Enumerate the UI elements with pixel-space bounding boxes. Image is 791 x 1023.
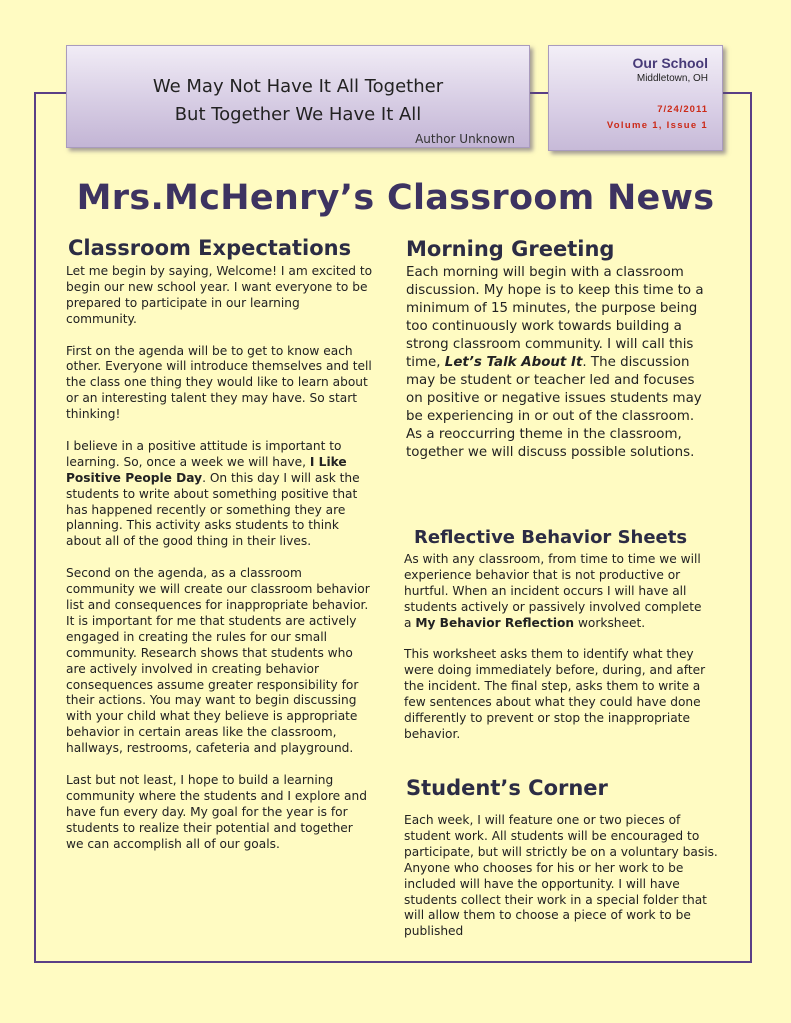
expectations-paragraph: Last but not least, I hope to build a learning community where the students and I explore and have fun every day. My goal for the year is for students to realize their potential and together we can accomplish all of our goals. [66, 772, 367, 851]
quote-author: Author Unknown [415, 132, 515, 146]
quote-line-1: We May Not Have It All Together [152, 76, 444, 97]
reflective-body [404, 552, 706, 759]
lets-talk-label: Let’s Talk About It [444, 355, 583, 370]
corner-body [404, 813, 724, 956]
expectations-body [66, 264, 374, 868]
greeting-heading: Morning Greeting [406, 237, 615, 261]
reflection-worksheet-label: My Behavior Reflection [415, 615, 575, 630]
expectations-paragraph: Let me begin by saying, Welcome! I am excited to begin our new school year. I want everyone to be prepared to participate in our learning community. [66, 264, 373, 326]
school-town: Middletown, OH [636, 73, 708, 84]
greeting-body [406, 264, 714, 462]
expectations-paragraph [66, 439, 374, 550]
newsletter-title: Mrs.McHenry’s Classroom News [76, 178, 715, 218]
reflective-paragraph: This worksheet asks them to identify what they were doing immediately before, during, and after the incident. The final step, asks them to write a few sentences about what they could have done differently to prevent or stop the inappropriate behavior. [404, 647, 706, 741]
quote-line-2: But Together We Have It All [174, 104, 422, 125]
text-span: I believe in a positive attitude is important to learning. So, once a week we will have, [66, 438, 342, 469]
positive-day-label: I Like Positive People Day [66, 454, 347, 485]
text-span: worksheet. [574, 615, 646, 630]
text-span: As with any classroom, from time to time we will experience behavior that is not productive or hurtful. When an incident occurs I will have all students actively or passively involved complete a [404, 552, 702, 630]
text-span: Each morning will begin with a classroom discussion. My hope is to keep this time to a minimum of 15 minutes, the purpose being too continuously work towards building a strong classroom community. I will call this time, [406, 265, 704, 370]
text-span: . On this day I will ask the students to write about something positive that has happened recently or something they are planning. This activity asks students to think about all of the good thing in their lives. [66, 470, 360, 549]
expectations-heading: Classroom Expectations [68, 236, 352, 260]
reflective-heading: Reflective Behavior Sheets [414, 527, 688, 548]
expectations-paragraph: First on the agenda will be to get to know each other. Everyone will introduce themselves and tell the class one thing they would like to learn about or an interesting talent they may have. So start thinking! [66, 343, 372, 422]
corner-paragraph: Each week, I will feature one or two pieces of student work. All students will be encouraged to participate, but will strictly be on a voluntary basis. Anyone who chooses for his or her work to be included will have the opportunity. I will have students collect their work in a special folder that will allow them to choose a piece of work to be published [404, 813, 718, 939]
issue-volume: Volume 1, Issue 1 [606, 120, 708, 131]
corner-heading: Student’s Corner [406, 776, 608, 800]
quote-banner [66, 45, 530, 148]
school-info-box [548, 45, 723, 151]
reflective-paragraph [404, 552, 706, 632]
issue-date: 7/24/2011 [657, 104, 708, 115]
greeting-paragraph [406, 264, 714, 462]
text-span: . The discussion may be student or teacher led and focuses on positive or negative issues students may be experiencing in or out of the classroom. As a reoccurring theme in the classroom, together we will discuss possible solutions. [406, 355, 702, 460]
expectations-paragraph: Second on the agenda, as a classroom community we will create our classroom behavior list and consequences for inappropriate behavior. It is important for me that students are actively engaged in creating the rules for our small community. Research shows that students who are actively involved in creating behavior consequences assume greater responsibility for their actions. You may want to begin discussing with your child what they believe is appropriate behavior in certain areas like the classroom, hallways, restrooms, cafeteria and playground. [66, 566, 370, 756]
school-name: Our School [632, 55, 708, 71]
